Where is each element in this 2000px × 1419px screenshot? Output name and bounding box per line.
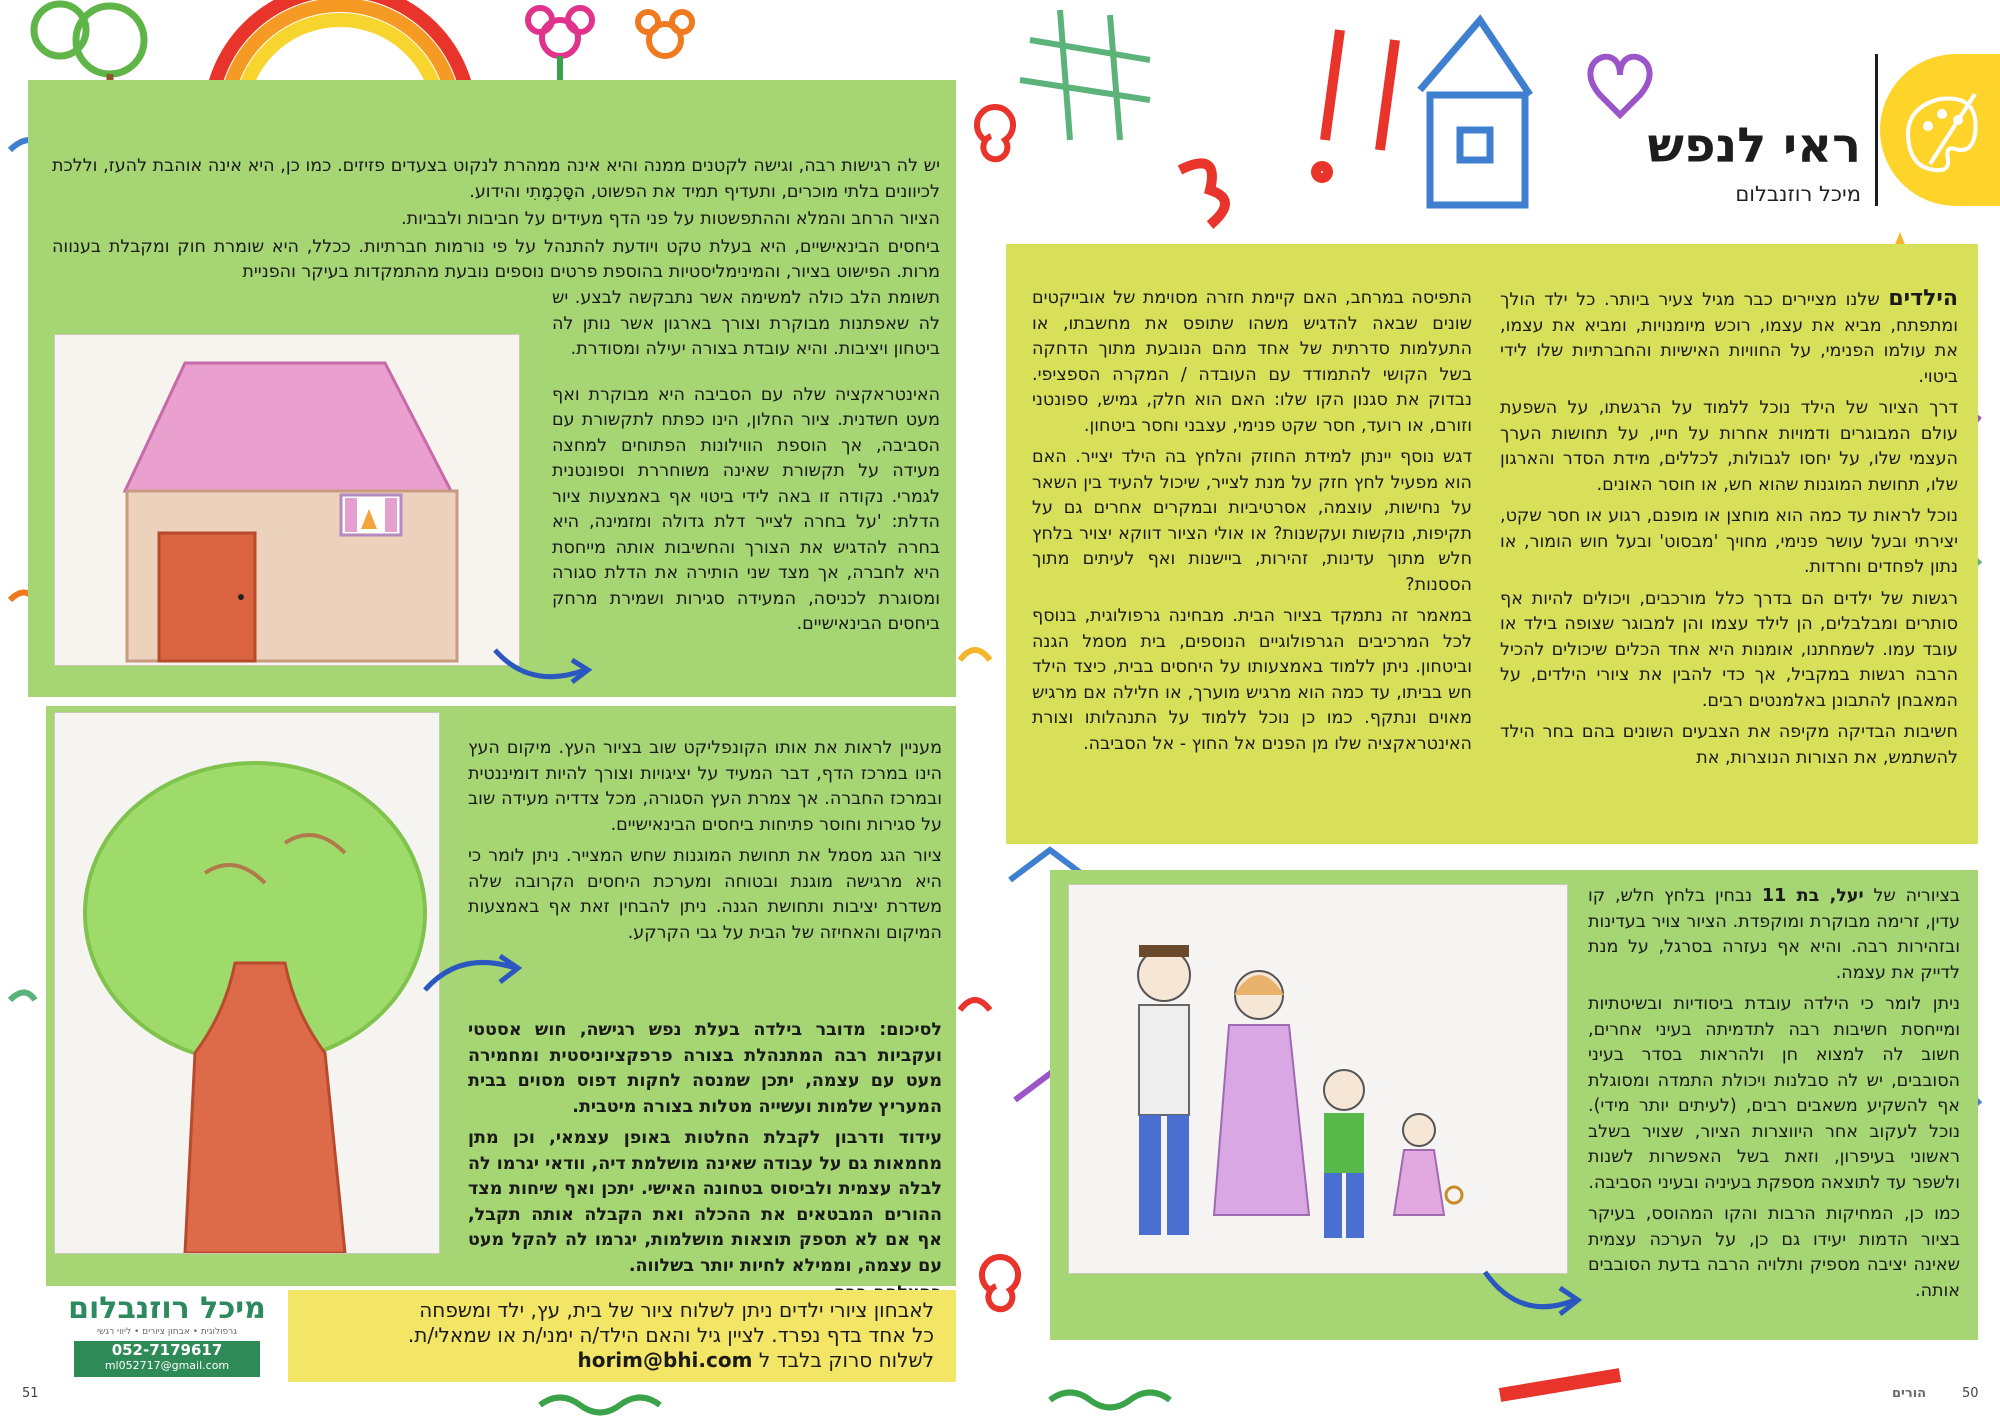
ad-phone: 052-7179617: [111, 1341, 223, 1359]
tree-drawing-image: [54, 712, 440, 1254]
paragraph: דגש נוסף יינתן למידת החוזק והלחץ בה הילד יצייר. האם הוא מפעיל לחץ חזק על מנת לצייר, שיכול להעיד בין השאר על נחישות, עוצמה, אסרטיביות ובמקרים אחרים גם על תקיפות, נוקשות ועקשנות? או אולי הציור דווקא יצויר בלחץ חלש מתוך עדינות, זהירות, ביישנות ואף לעיתים מתוך הססנות?: [1032, 447, 1472, 595]
ad-subtitle: גרפולוגית • אבחון ציורים • ליווי רגשי: [97, 1327, 237, 1337]
paragraph: עידוד ודרבון לקבלת החלטות באופן עצמאי, וכן מתן מחמאות גם על עבודה שאינה מושלמת דיה, וודאי יגרמו לה לבלה עצמית ולביסוס בטחונה האישי. יתכן ואף שיחות מצד ההורים המבטאים את ההכלה ואת הקבלה אותה תקבל, אף אם לא תספק תוצאות מושלמות, יגרמו לה להקל מעט עם עצמה, וממילא לחיות יותר בשלווה.: [468, 1128, 942, 1276]
flower-icon: [528, 8, 592, 90]
paragraph-text: בציוריה של: [1873, 886, 1960, 906]
ad-email: ml052717@gmail.com: [104, 1359, 230, 1372]
paragraph: הציור הרחב והמלא וההתפשטות על פני הדף מעידים על חביבות ולבביות.: [401, 209, 940, 229]
note-line: כל אחד בדף נפרד. לציין גיל והאם הילד/ה ימני/ת או שמאלי/ת.: [407, 1323, 934, 1347]
palette-icon: [1880, 54, 2000, 206]
paragraph: [1588, 884, 1960, 986]
intro-column-right: [1500, 286, 1958, 777]
paragraph: האינטראקציה שלה עם הסביבה היא מבוקרת ואף מעט חשדנית. ציור החלון, הינו כפתח לתקשורת עם הסביבה, אך הוספת הווילונות הפתוחים למחצה מעידה על תקשורת שאינה משוחררת וספונטנית לגמרי. נקודה זו באה לידי ביטוי אף באמצעות ציור הדלת: 'על בחרה לצייר דלת גדולה ומזמינה, היא בחרה להדגיש את הצורך והחשיבות אותה מייחסת היא לחברה, אך מצד שני הותירה את הדלת סגורה ומסוגרת לכניסה, המעידה סגירות ושמירת מרחק ביחסים הבינאישיים.: [552, 384, 940, 634]
page-number-right: 50: [1962, 1386, 1979, 1401]
left-top-text-full: [52, 154, 940, 292]
page-number-left: 51: [22, 1386, 39, 1401]
paragraph: ניתן לומר כי הילדה עובדת ביסודיות ובשיטתיות ומייחסת חשיבות רבה לתדמיתה בעיני אחרים, חשוב לה למצוא חן ולהראות בסדר בעיני הסובבים, יש לה סבלנות ויכולת התמדה ומסוגלת אף להשקיע משאבים רבים, (לעיתים יותר מידי). נוכל לעקוב אחר היווצרות הציור, שצויר בשלב ראשוני בעיפרון, וזאת בשל האפשרות לשנות ולשפר עד לתוצאה מספקת בעיניה ובעיני הסביבה.: [1588, 994, 1960, 1193]
tic-tac-toe-icon: [1020, 10, 1150, 140]
paragraph: כמו כן, המחיקות הרבות והקו המהוסס, בעיקר בציור הדמות יעידו גם כן, על הערכה עצמית שאינה יציבה מספיק ותלויה הרבה בדעת הסובבים אותה.: [1588, 1204, 1960, 1301]
curved-arrow-icon: [1480, 1262, 1590, 1322]
number-three-icon: [1180, 163, 1225, 225]
footer-logo: הורים: [1892, 1386, 1927, 1401]
paragraph: לסיכום: מדובר בילדה בעלת נפש רגישה, חוש אסטטי ועקביות רבה המתנהלת בצורה פרפקציוניסטית ומחמירה מעט עם עצמה, יתכן שמנסה לחקות דפוס מסוים בבית המעריץ שלמות ועשייה מטלות בצורה מיטבית.: [468, 1020, 942, 1117]
family-drawing-image: [1068, 884, 1568, 1274]
paragraph: תשומת הלב כולה למשימה אשר נתבקשה לבצע. יש לה שאפתנות מבוקרת וצורך בארגון אשר נותן לה ביטחון ויציבות. והיא עובדת בצורה יעילה ומסודרת.: [552, 288, 940, 359]
paragraph-text: נבחין בלחץ חלש, קו עדין, זרימה מבוקרת ומוקפדת. הציור צויר בעדינות ובזהירות רבה. והיא אף נעזרה בסרגל, על מנת לדייק את עצמה.: [1588, 886, 1960, 983]
summary-text: [468, 1018, 942, 1313]
mother-figure: [1214, 971, 1309, 1215]
paragraph: נוכל לראות עד כמה הוא מוחצן או מופנם, רגוע או חסר שקט, יצירתי ובעל עושר פנימי, מחויך 'מבסוט' ובעל חוש הומור, או נתון לפחדים וחרדות.: [1500, 506, 1958, 577]
note-text: לשלוח סרוק בלבד ל: [758, 1348, 934, 1372]
paragraph: מעניין לראות את אותו הקונפליקט שוב בציור העץ. מיקום העץ הינו במרכז הדף, דבר המעיד על יציגויות וצורך להיות דומיננטית ובמרכז החברה. אך צמרת העץ הסגורה, מכל צדדיה מעידה שוב על סגירות וחוסר פתיחות ביחסים הבינאישיים.: [468, 738, 942, 835]
paragraph: חשיבות הבדיקה מקיפה את הצבעים השונים בהם בחר הילד להשתמש, את הצורות הנוצרות, את: [1500, 722, 1958, 768]
palette-tab: [1880, 54, 2000, 206]
house-doodle-icon: [1420, 20, 1530, 205]
contact-ad: [64, 1291, 270, 1381]
header-divider: [1875, 54, 1878, 206]
house-drawing-image: [54, 334, 520, 666]
paragraph: ביחסים הבינאישיים, היא בעלת טקט ויודעת להתנהל על פי נורמות חברתיות. ככלל, היא שומרת חוק ומקבלת בענווה מרות. הפישוט בציור, והמינימליסטיות בהוספת פרטים נוספים נובעת מהתמקדות בעיקר והפניית: [52, 236, 940, 282]
boy-figure: [1324, 1070, 1364, 1238]
father-figure: [1138, 945, 1190, 1235]
exclamation-icon: [1316, 30, 1395, 178]
paragraph: דרך הציור של הילד נוכל ללמוד על הרגשתו, על השפעת עולם המבוגרים ודמויות אחרות על חייו, על תחושות הערך העצמי שלו, על יחסו לגבולות, לכללים, מידת הסדר והארגון שלו, תחושת המוגנות שהוא חש, או חוסר האונים.: [1500, 398, 1958, 495]
curved-arrow-icon: [490, 640, 600, 690]
author-name: מיכל רוזנבלום: [1735, 182, 1861, 206]
note-line: [310, 1348, 934, 1373]
flower-icon: [638, 12, 692, 56]
lead-word: הילדים: [1888, 286, 1958, 311]
child-name: יעל, בת 11: [1761, 886, 1864, 906]
paragraph: התפיסה במרחב, האם קיימת חזרה מסוימת של אובייקטים שונים שבאה להדגיש משהו שתופס את מחשבתו, או התעלמות סדרתית של אחד מהם הנובעת מתוך הדחקה בשל הקושי להתמודד עם העובדה / המקרה הספציפי. נבדוק את סגנון הקו שלו: האם הוא חלק, גמיש, ספונטני וזורם, או רועד, חסר שקט פנימי, עצבני וחסר ביטחון.: [1032, 288, 1472, 436]
girl-figure: [1394, 1114, 1462, 1215]
page-title: ראי לנפש: [1647, 118, 1861, 174]
note-line: לאבחון ציורי ילדים ניתן לשלוח ציור של בית, עץ, ילד ומשפחה: [419, 1298, 934, 1322]
submission-note: [288, 1290, 956, 1382]
paragraph: [1500, 286, 1958, 390]
tree-analysis-text: [468, 736, 942, 952]
paragraph: רגשות של ילדים הם בדרך כלל מורכבים, ויכולים להיות אף סותרים ומבלבלים, הן לילד עצמו והן למבוגר שצופה בילד או עובד עמו. לשמחתנו, אומנות היא אחד הכלים שיכולים להכיל הרבה רגשות במקביל, אך כדי להבין את ציורי הילדים, על המאבחן להתבונן באלמנטים רבים.: [1500, 588, 1958, 711]
paragraph-text: שלנו מציירים כבר מגיל צעיר ביותר. כל ילד הולך ומתפתח, מביא את עצמו, רוכש מיומנויות, ומביא את עצמו, את עולמו הפנימי, על החוויות האישיות והחברתיות שלו לידי ביטוי.: [1500, 290, 1958, 387]
paragraph: ציור הגג מסמל את תחושת המוגנות שחש המצייר. ניתן לומר כי היא מרגישה מוגנת ובטוחה ומערכת היחסים הקרובה שלה משדרת יציבות ותחושת הגנה. ניתן להבחין זאת אף באמצעות המיקום והאחיזה של הבית על גבי הקרקע.: [468, 846, 942, 943]
ad-name: מיכל רוזנבלום: [68, 1291, 266, 1326]
ad-contact-box: [74, 1341, 260, 1377]
paragraph: במאמר זה נתמקד בציור הבית. מבחינה גרפולוגית, בנוסף לכל המרכיבים הגרפולוגיים הנוספים, בית מסמל הגנה וביטחון. ניתן ללמוד באמצעותו על היחסים בבית, כיצד הילד חש בביתו, עד כמה הוא מרגיש מוערך, או חלילה אם מרגיש מאוים ונתקף. כמו כן נוכל ללמוד על התנהלותו וצורת האינטראקציה שלו מן הפנים אל החוץ - אל הסביבה.: [1032, 606, 1472, 754]
heart-icon: [1590, 57, 1649, 115]
paragraph: יש לה רגישות רבה, וגישה לקטנים ממנה והיא אינה ממהרת לנקוט בצעדים פזיזים. כמו כן, היא אינה אוהבת להעז, וללכת לכיוונים בלתי מוכרים, ותעדיף תמיד את הפשוט, הסָּכְמָתִי והידוע.: [52, 156, 940, 202]
curved-arrow-icon: [420, 940, 530, 1000]
family-analysis-text: [1588, 884, 1960, 1310]
left-top-text-column: [552, 286, 940, 644]
intro-column-left: [1032, 286, 1472, 763]
note-email-link[interactable]: horim@bhi.com: [577, 1348, 753, 1372]
